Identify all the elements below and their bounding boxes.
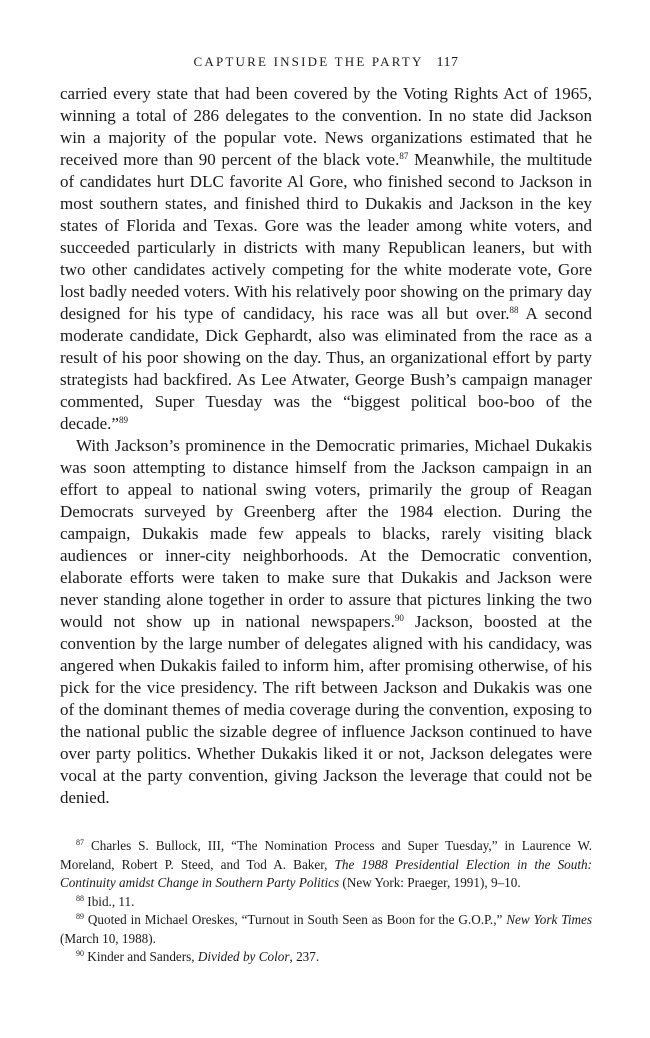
footnote-number: 87 <box>76 838 84 847</box>
footnote-number: 88 <box>76 893 84 903</box>
italic-title: Divided by Color <box>197 949 290 964</box>
running-header <box>60 54 592 71</box>
text-run: Kinder and Sanders, <box>84 949 198 964</box>
text-run: Charles S. Bullock, III, “The Nomination Process and Super Tuesday,” in Laurence W. Moreland, Robert P. Steed, and Tod A. Baker, <box>60 838 592 872</box>
footnote <box>60 948 592 967</box>
text-run: Quoted in Michael Oreskes, “Turnout in South Seen as Boon for the G.O.P.,” <box>84 912 507 927</box>
text-run: Ibid., 11. <box>84 893 135 909</box>
text-run: A second moderate candidate, Dick Gephardt, also was eliminated from the race as a result of his poor showing on the day. Thus, an organizational effort by party strategists had backfired. As Lee Atwater, George Bush’s campaign manager commented, Super Tuesday was the “biggest political boo-boo of the decade.” <box>60 304 593 433</box>
footnote-reference: 89 <box>118 415 128 425</box>
footnote-reference: 90 <box>394 613 404 623</box>
text-run: carried every state that had been covered by the Voting Rights Act of 1965, winning a total of 286 delegates to the convention. In no state did Jackson win a majority of the popular vote. News organizations estimated that he received more than 90 percent of the black vote. <box>60 84 592 169</box>
running-title: CAPTURE INSIDE THE PARTY <box>193 54 424 69</box>
footnote-reference: 88 <box>509 305 519 315</box>
footnote <box>60 837 592 893</box>
book-page <box>60 54 592 967</box>
text-run: (March 10, 1988). <box>60 930 156 946</box>
footnote-number: 90 <box>76 949 84 958</box>
footnote <box>60 893 592 912</box>
paragraph <box>60 435 592 809</box>
paragraph <box>60 83 592 435</box>
text-run: Jackson, boosted at the convention by the large number of delegates aligned with his candidacy, was angered when Dukakis failed to inform him, after promising otherwise, of his pick for the vice presidency. The rift between Jackson and Dukakis was one of the dominant themes of media coverage during the convention, exposing to the national public the sizable degree of influence Jackson continued to have over party politics. Whether Dukakis liked it or not, Jackson delegates were vocal at the party convention, giving Jackson the leverage that could not be denied. <box>60 612 593 807</box>
italic-title: The 1988 Presidential Election in the South: Continuity amidst Change in Southern Party Politics <box>60 856 592 890</box>
footnote-reference: 87 <box>399 151 409 161</box>
footnote-number: 89 <box>76 912 84 921</box>
footnote <box>60 911 592 948</box>
main-text <box>60 83 592 809</box>
italic-title: New York Times <box>506 912 592 927</box>
text-run: (New York: Praeger, 1991), 9–10. <box>339 875 521 890</box>
page-number: 117 <box>436 55 459 70</box>
text-run: With Jackson’s prominence in the Democratic primaries, Michael Dukakis was soon attempting to distance himself from the Jackson campaign in an effort to appeal to national swing voters, primarily the group of Reagan Democrats surveyed by Greenberg after the 1984 election. During the campaign, Dukakis made few appeals to blacks, rarely visiting black audiences or inner-city neighborhoods. At the Democratic convention, elaborate efforts were taken to make sure that Dukakis and Jackson were never standing alone together in order to assure that pictures linking the two would not show up in national newspapers. <box>60 436 592 631</box>
footnotes <box>60 837 592 967</box>
text-run: , 237. <box>289 949 320 964</box>
text-run: Meanwhile, the multitude of candidates hurt DLC favorite Al Gore, who finished second to Jackson in most southern states, and finished third to Dukakis and Jackson in the key states of Florida and Texas. Gore was the leader among white voters, and succeeded particularly in districts with many Republican leaners, but with two other candidates actively competing for the white moderate vote, Gore lost badly needed voters. With his relatively poor showing on the primary day designed for his type of candidacy, his race was all but over. <box>60 150 593 323</box>
